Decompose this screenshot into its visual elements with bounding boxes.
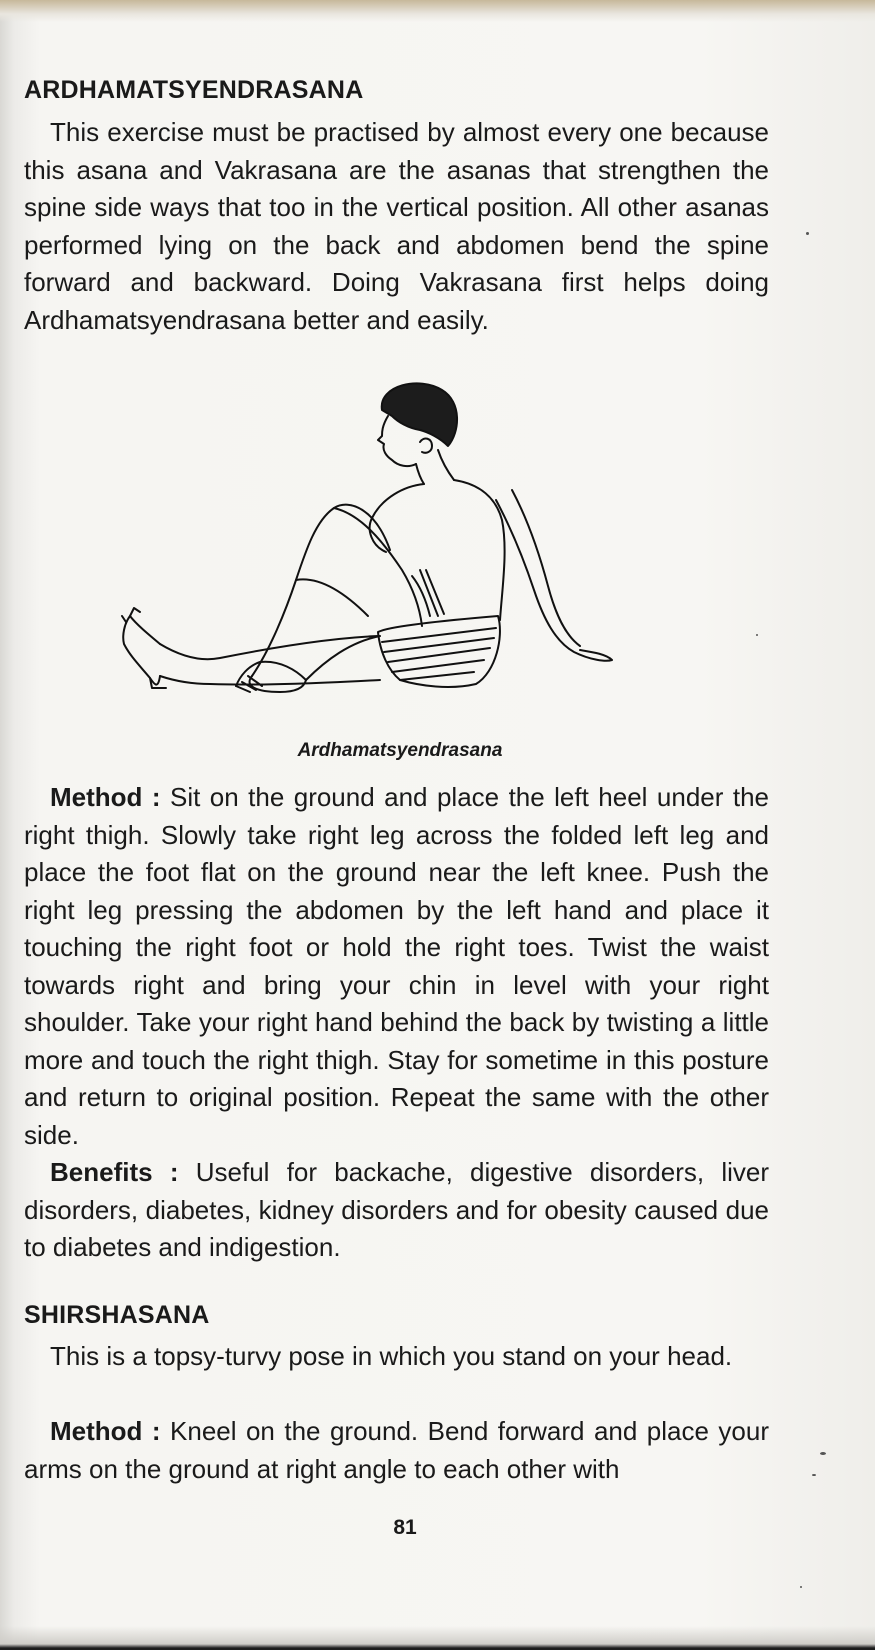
benefits-label: Benefits : <box>50 1157 179 1187</box>
shirshasana-method-label: Method : <box>50 1416 161 1446</box>
paper-speck <box>806 232 809 235</box>
method-text: Sit on the ground and place the left heel under the right thigh. Slowly take right leg across the folded left leg and place the foot flat on the ground near the left knee. Push the right leg pressing the abdomen by the left hand and place it touching the right foot or hold the right toes. Twist the waist towards right and bring your chin in level with your right shoulder. Take your right hand behind the back by twisting a little more and touch the right thigh. Stay for sometime in this posture and return to original position. Repeat the same with the other side. <box>24 782 769 1150</box>
method-label: Method : <box>50 782 161 812</box>
paper-speck <box>820 1452 826 1455</box>
benefits-paragraph <box>24 1154 769 1267</box>
page-number: 81 <box>393 1516 417 1539</box>
benefits-text: Useful for backache, digestive disorders, liver disorders, diabetes, kidney disorders and for obesity caused due to diabetes and indigestion. <box>24 1157 769 1262</box>
section-heading-ardhamatsyendrasana: ARDHAMATSYENDRASANA <box>24 76 364 104</box>
shirshasana-method-paragraph <box>24 1413 769 1488</box>
shirshasana-method-text: Kneel on the ground. Bend forward and place your arms on the ground at right angle to each other with <box>24 1416 769 1484</box>
page-bottom-edge <box>0 1626 875 1650</box>
intro-paragraph <box>24 114 769 339</box>
ardhamatsyendrasana-illustration <box>120 380 660 730</box>
intro-text: This exercise must be practised by almost every one because this asana and Vakrasana are the asanas that strengthen the spine side ways that too in the vertical position. All other asanas performed lying on the back and abdomen bend the spine forward and backward. Doing Vakrasana first helps doing Ardhamatsyendrasana better and easily. <box>24 117 769 335</box>
figure-caption: Ardhamatsyendrasana <box>297 740 503 761</box>
paper-speck <box>800 1586 802 1588</box>
section-heading-shirshasana: SHIRSHASANA <box>24 1301 210 1329</box>
paper-speck <box>756 634 758 636</box>
shirshasana-intro-paragraph <box>24 1338 769 1376</box>
page-top-edge <box>0 0 875 22</box>
method-paragraph <box>24 779 769 1154</box>
paper-speck <box>812 1474 816 1476</box>
shirshasana-intro-text: This is a topsy-turvy pose in which you stand on your head. <box>50 1341 733 1371</box>
